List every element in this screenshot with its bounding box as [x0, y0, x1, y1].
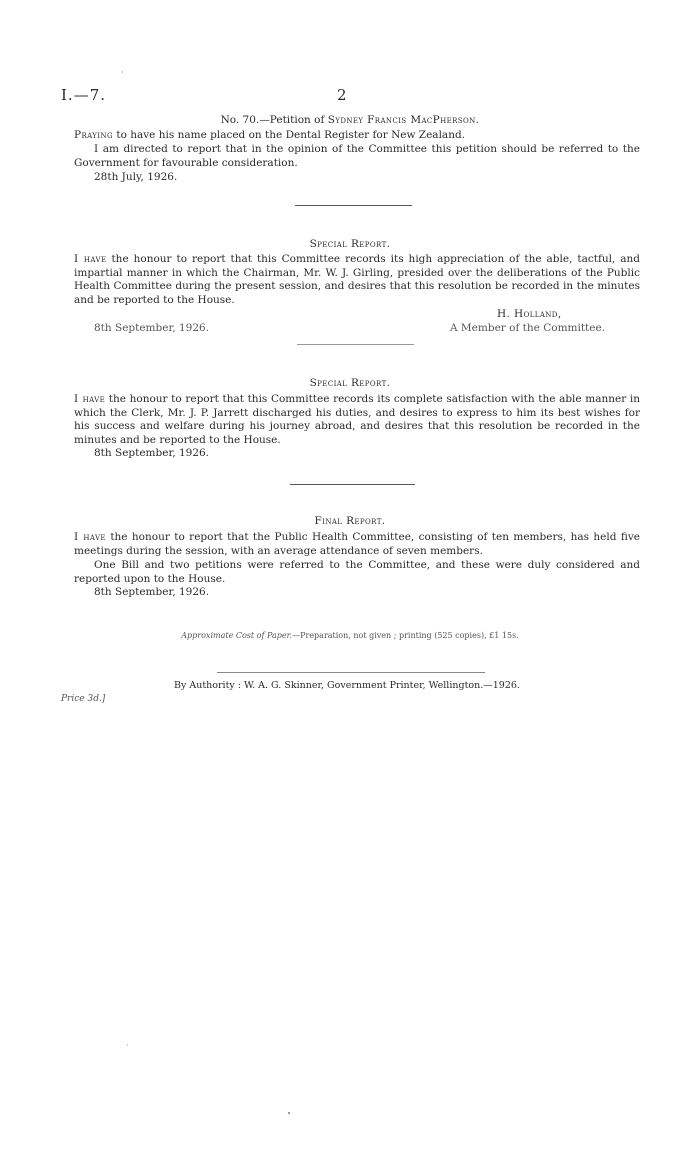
petition-recommendation: I am directed to report that in the opinion of the Committee this petition should be referred to the Government for favourable consideration. [74, 143, 640, 169]
special-report-1-body [74, 253, 640, 307]
special-report-2-heading: Special Report. [309, 377, 391, 389]
final-report-body [74, 531, 640, 558]
petition-lead-word: Praying [74, 129, 114, 141]
cost-of-paper-note [0, 631, 700, 640]
petition-title-prefix: No. 70.—Petition of [220, 114, 328, 126]
petition-title [0, 114, 700, 126]
cost-of-paper-text: —Preparation, not given ; printing (525 copies), £1 15s. [292, 631, 519, 640]
document-reference: I.—7. [61, 86, 107, 104]
special-report-2-date: 8th September, 1926. [94, 447, 210, 459]
section-divider [295, 205, 412, 206]
petition-prayer-text: to have his name placed on the Dental Register for New Zealand. [113, 129, 466, 141]
final-report-lead-word: I have [74, 531, 106, 543]
scan-speck [288, 1112, 290, 1114]
special-report-2-body [74, 393, 640, 447]
footer-rule [217, 672, 485, 673]
cost-of-paper-label: Approximate Cost of Paper. [181, 631, 293, 640]
scan-speck [122, 71, 123, 73]
special-report-2-lead-word: I have [74, 393, 106, 405]
price-note: Price 3d.] [61, 694, 106, 704]
page-number: 2 [337, 86, 347, 104]
special-report-2-text: the honour to report that this Committee records its complete satisfaction with the able manner in which the Clerk, Mr. J. P. Jarrett discharged his duties, and desires to express to him its best wishes for his success and welfare during his journey abroad, and desires that this resolution be recorded in the minutes and be reported to the House. [74, 393, 640, 446]
special-report-1-date: 8th September, 1926. [94, 322, 210, 334]
signatory-title: A Member of the Committee. [450, 322, 606, 334]
special-report-1-text: the honour to report that this Committee records its high appreciation of the able, tactful, and impartial manner in which the Chairman, Mr. W. J. Girling, presided over the deliberations of the Public Health Committee during the present session, and desires that this resolution be recorded in the minutes and be reported to the House. [74, 253, 640, 306]
signatory-name: H. Holland, [497, 308, 562, 320]
section-divider [290, 484, 415, 485]
final-report-date: 8th September, 1926. [94, 586, 210, 598]
special-report-1-heading: Special Report. [309, 238, 391, 250]
petition-date: 28th July, 1926. [94, 171, 178, 183]
special-report-1-lead-word: I have [74, 253, 107, 265]
petitioner-name: Sydney Francis MacPherson. [327, 114, 480, 126]
section-divider [297, 344, 414, 345]
petition-prayer [74, 129, 640, 143]
printer-authority: By Authority : W. A. G. Skinner, Government Printer, Wellington.—1926. [174, 680, 520, 691]
final-report-text: the honour to report that the Public Health Committee, consisting of ten members, has held five meetings during the session, with an average attendance of seven members. [74, 531, 640, 557]
final-report-body-2: One Bill and two petitions were referred to the Committee, and these were duly considered and reported upon to the House. [74, 559, 640, 585]
scan-speck [127, 1044, 128, 1046]
final-report-heading: Final Report. [314, 515, 386, 527]
